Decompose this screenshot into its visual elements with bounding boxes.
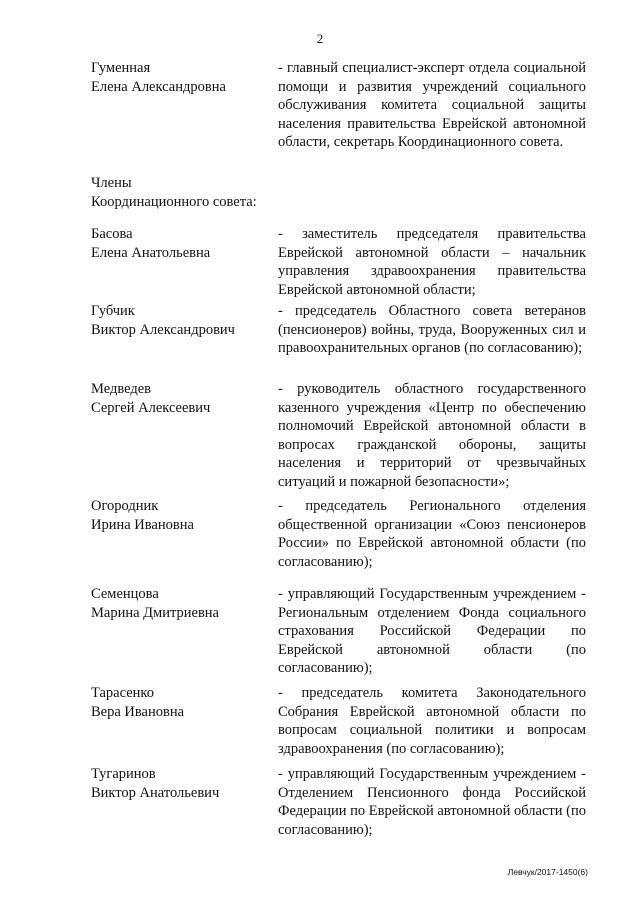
member-role: - заместитель председателя правительства Еврейской автономной области – начальник управления здравоохранения правительства Еврейской автономной области; bbox=[278, 226, 586, 298]
members-heading-line1: Члены bbox=[91, 175, 132, 191]
member-role: - управляющий Государственным учреждением - Региональным отделением Фонда социального страхования Российской Федерации по Еврейской автономной области (по согласованию); bbox=[278, 586, 586, 676]
member-given-names: Сергей Алексеевич bbox=[91, 399, 211, 416]
member-surname: Семенцова bbox=[91, 586, 159, 602]
member-role: - председатель Регионального отделения общественной организации «Союз пенсионеров России» по Еврейской автономной области (по согласованию); bbox=[278, 498, 586, 570]
members-heading-line2: Координационного совета: bbox=[91, 193, 257, 210]
member-role: - управляющий Государственным учреждением - Отделением Пенсионного фонда Российской Федерации по Еврейской автономной области (по согласованию); bbox=[278, 766, 586, 838]
member-role: - председатель Областного совета ветеранов (пенсионеров) войны, труда, Вооруженных сил и правоохранительных органов (по согласованию); bbox=[278, 303, 586, 356]
member-surname: Тугаринов bbox=[91, 766, 156, 782]
member-given-names: Елена Анатольевна bbox=[91, 244, 211, 261]
member-given-names: Виктор Александрович bbox=[91, 321, 235, 338]
member-given-names: Вера Ивановна bbox=[91, 703, 185, 720]
member-name bbox=[91, 497, 271, 534]
member-name bbox=[91, 585, 271, 622]
member-name bbox=[91, 380, 271, 417]
member-surname: Тарасенко bbox=[91, 685, 154, 701]
page-number: 2 bbox=[316, 31, 324, 46]
secretary-name bbox=[91, 59, 271, 96]
member-name bbox=[91, 302, 271, 339]
member-name bbox=[91, 225, 271, 262]
member-role: - руководитель областного государственного казенного учреждения «Центр по обеспечению полномочий Еврейской автономной области в вопросах гражданской обороны, защиты населения и территорий от чрезвычайных ситуаций и пожарной безопасности»; bbox=[278, 381, 586, 490]
secretary-given-names: Елена Александровна bbox=[91, 78, 226, 95]
member-surname: Губчик bbox=[91, 303, 135, 319]
member-given-names: Виктор Анатольевич bbox=[91, 784, 220, 801]
member-surname: Медведев bbox=[91, 381, 151, 397]
secretary-surname: Гуменная bbox=[91, 60, 151, 76]
member-name bbox=[91, 684, 271, 721]
member-given-names: Ирина Ивановна bbox=[91, 516, 194, 533]
member-name bbox=[91, 765, 271, 802]
members-heading bbox=[91, 174, 351, 211]
member-surname: Огородник bbox=[91, 498, 159, 514]
secretary-role: - главный специалист-эксперт отдела социальной помощи и развития учреждений социального обслуживания комитета социальной защиты населения правительства Еврейской автономной области, секретарь Координационного совета. bbox=[278, 60, 586, 150]
member-surname: Басова bbox=[91, 226, 133, 242]
member-role: - председатель комитета Законодательного Собрания Еврейской автономной области по вопросам социальной политики и вопросам здравоохранения (по согласованию); bbox=[278, 685, 586, 757]
member-given-names: Марина Дмитриевна bbox=[91, 604, 219, 621]
document-code: Левчук/2017-1450(6) bbox=[507, 867, 588, 877]
